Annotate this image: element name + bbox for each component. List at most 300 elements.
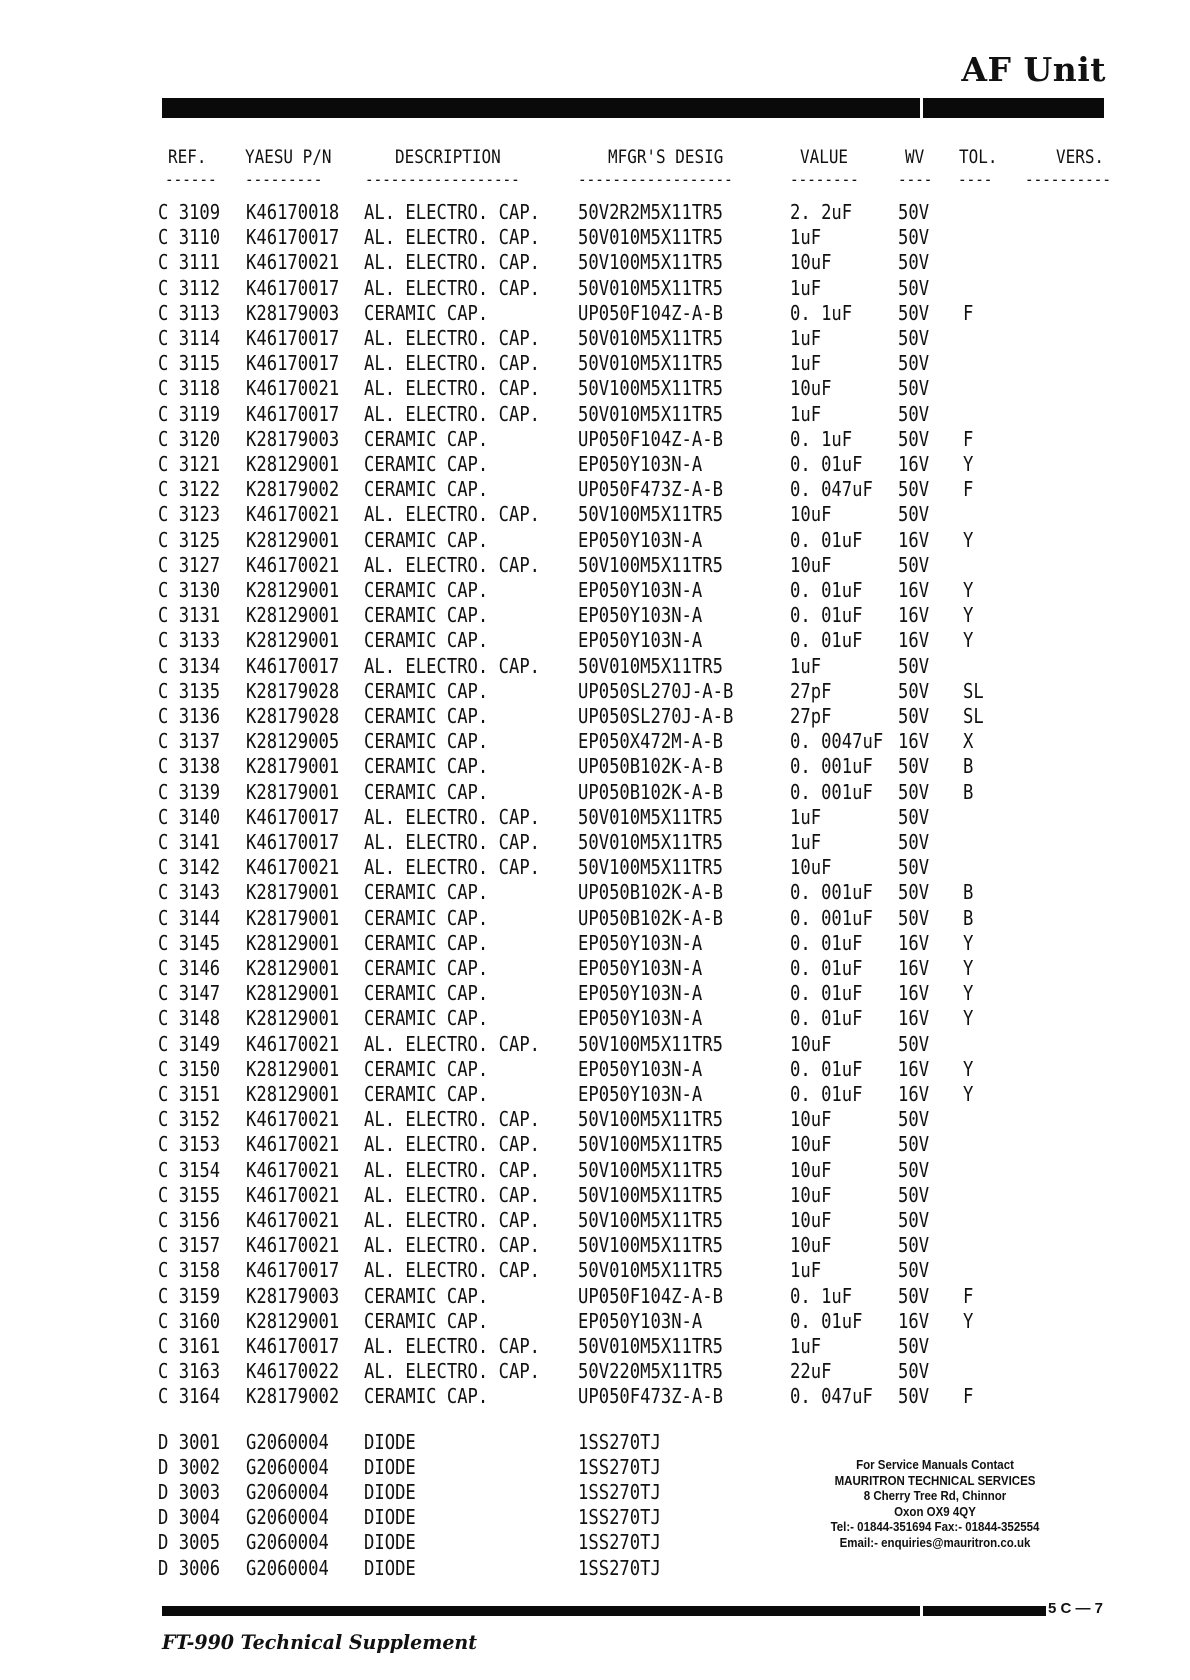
cell-ref: C 3160 [158, 1308, 221, 1333]
cell-yaesu-pn: K46170021 [246, 855, 340, 880]
cell-yaesu-pn: K28179001 [246, 905, 340, 930]
cell-mfgr-desig: 50V100M5X11TR5 [578, 1031, 723, 1056]
cell-mfgr-desig: 50V100M5X11TR5 [578, 1233, 723, 1258]
cell-yaesu-pn: K28179001 [246, 779, 340, 804]
contact-line: For Service Manuals Contact [856, 1458, 1014, 1472]
cell-yaesu-pn: K28179001 [246, 880, 340, 905]
cell-description: AL. ELECTRO. CAP. [364, 326, 541, 350]
cell-yaesu-pn: K28129001 [246, 1006, 340, 1031]
cell-description: CERAMIC CAP. [364, 981, 489, 1006]
cell-value: 1uF [790, 225, 822, 250]
cell-ref: C 3133 [158, 628, 221, 653]
cell-ref: C 3163 [158, 1359, 221, 1384]
table-row [0, 200, 1120, 225]
cell-ref: C 3131 [158, 603, 221, 628]
cell-mfgr-desig: 50V100M5X11TR5 [578, 1182, 723, 1207]
table-row [0, 276, 1120, 301]
cell-mfgr-desig: UP050SL270J-A-B [578, 678, 734, 703]
cell-yaesu-pn: K46170021 [246, 1031, 340, 1056]
table-row [0, 1258, 1120, 1283]
cell-ref: C 3161 [158, 1334, 221, 1358]
cell-description: AL. ELECTRO. CAP. [364, 855, 541, 880]
cell-yaesu-pn: K28129001 [246, 603, 340, 628]
cell-yaesu-pn: K46170017 [246, 1258, 340, 1283]
cell-yaesu-pn: G2060004 [246, 1454, 329, 1479]
table-row [0, 578, 1120, 603]
cell-description: CERAMIC CAP. [364, 578, 489, 602]
cell-ref: C 3143 [158, 880, 221, 905]
cell-yaesu-pn: K46170021 [246, 1157, 340, 1182]
bottom-rule [162, 1606, 1046, 1616]
divider-ref: ------ [165, 170, 217, 190]
cell-value: 10uF [790, 1233, 832, 1258]
cell-mfgr-desig: EP050Y103N-A [578, 1082, 703, 1106]
cell-yaesu-pn: K46170018 [246, 200, 340, 224]
table-row [0, 981, 1120, 1006]
cell-wv: 50V [898, 1233, 930, 1258]
col-header-vers: VERS. [1056, 146, 1105, 168]
cell-mfgr-desig: EP050Y103N-A [578, 578, 703, 602]
cell-yaesu-pn: G2060004 [246, 1429, 329, 1454]
cell-tol: Y [963, 930, 974, 955]
cell-description: AL. ELECTRO. CAP. [364, 653, 541, 678]
cell-tol: Y [963, 1082, 974, 1106]
divider-mfgr-desig: ------------------ [578, 170, 733, 190]
cell-tol: F [963, 1283, 974, 1308]
cell-value: 1uF [790, 804, 822, 829]
cell-ref: C 3136 [158, 704, 221, 728]
table-row [0, 1158, 1120, 1183]
cell-value: 10uF [790, 552, 832, 577]
cell-mfgr-desig: UP050B102K-A-B [578, 905, 723, 930]
table-row [0, 1107, 1120, 1132]
contact-email: Email:- enquiries@mauritron.co.uk [839, 1535, 1031, 1550]
cell-value: 1uF [790, 326, 822, 350]
table-row [0, 1006, 1120, 1031]
cell-value: 1uF [790, 830, 822, 854]
cell-description: CERAMIC CAP. [364, 452, 489, 476]
cell-mfgr-desig: 50V010M5X11TR5 [578, 653, 723, 678]
cell-mfgr-desig: 50V100M5X11TR5 [578, 376, 723, 401]
cell-wv: 50V [898, 1384, 930, 1409]
cell-yaesu-pn: K28129001 [246, 628, 340, 653]
cell-description: AL. ELECTRO. CAP. [364, 552, 541, 577]
cell-mfgr-desig: UP050F473Z-A-B [578, 477, 723, 502]
cell-yaesu-pn: K28179001 [246, 754, 340, 779]
cell-ref: C 3146 [158, 956, 221, 980]
cell-value: 27pF [790, 678, 832, 703]
cell-wv: 50V [898, 754, 930, 779]
cell-wv: 16V [898, 930, 930, 955]
cell-mfgr-desig: 50V010M5X11TR5 [578, 804, 723, 829]
divider-tol: ---- [958, 170, 993, 190]
cell-ref: C 3137 [158, 729, 221, 754]
cell-description: CERAMIC CAP. [364, 477, 489, 502]
cell-value: 0. 01uF [790, 1006, 863, 1031]
cell-yaesu-pn: K46170021 [246, 552, 340, 577]
cell-ref: C 3164 [158, 1384, 221, 1409]
cell-ref: D 3005 [158, 1530, 221, 1555]
cell-yaesu-pn: K28129005 [246, 729, 340, 754]
cell-yaesu-pn: K46170017 [246, 804, 340, 829]
cell-mfgr-desig: 1SS270TJ [578, 1555, 661, 1580]
cell-value: 10uF [790, 1107, 832, 1132]
cell-value: 1uF [790, 275, 822, 300]
cell-tol: F [963, 300, 974, 325]
col-header-ref: REF. [168, 146, 207, 168]
cell-ref: D 3001 [158, 1429, 221, 1454]
cell-description: CERAMIC CAP. [364, 1082, 489, 1106]
cell-yaesu-pn: G2060004 [246, 1530, 329, 1555]
cell-ref: C 3140 [158, 804, 221, 829]
cell-mfgr-desig: 50V100M5X11TR5 [578, 250, 723, 275]
col-header-yaesu-pn: YAESU P/N [245, 146, 332, 168]
cell-yaesu-pn: K28129001 [246, 578, 340, 602]
cell-description: CERAMIC CAP. [364, 1006, 489, 1031]
cell-mfgr-desig: UP050F104Z-A-B [578, 1283, 723, 1308]
table-row [0, 326, 1120, 351]
cell-ref: C 3138 [158, 754, 221, 779]
cell-ref: C 3151 [158, 1082, 221, 1106]
cell-description: CERAMIC CAP. [364, 1308, 489, 1333]
cell-mfgr-desig: EP050Y103N-A [578, 1056, 703, 1081]
cell-wv: 16V [898, 628, 930, 653]
cell-tol: F [963, 1384, 974, 1409]
cell-yaesu-pn: K46170021 [246, 376, 340, 401]
cell-description: CERAMIC CAP. [364, 426, 489, 451]
table-row [0, 906, 1120, 931]
cell-description: DIODE [364, 1480, 416, 1504]
cell-yaesu-pn: K46170017 [246, 830, 340, 854]
cell-description: AL. ELECTRO. CAP. [364, 1182, 541, 1207]
cell-value: 1uF [790, 1258, 822, 1283]
cell-value: 10uF [790, 502, 832, 527]
cell-description: CERAMIC CAP. [364, 603, 489, 628]
cell-mfgr-desig: 50V010M5X11TR5 [578, 326, 723, 350]
cell-mfgr-desig: EP050Y103N-A [578, 1006, 703, 1031]
cell-value: 0. 1uF [790, 1283, 853, 1308]
cell-tol: Y [963, 1006, 974, 1031]
cell-ref: C 3154 [158, 1157, 221, 1182]
cell-wv: 50V [898, 1031, 930, 1056]
cell-ref: C 3139 [158, 779, 221, 804]
table-row [0, 1208, 1120, 1233]
table-row [0, 225, 1120, 250]
cell-tol: Y [963, 603, 974, 628]
table-row [0, 931, 1120, 956]
divider-wv: ---- [898, 170, 933, 190]
table-row [0, 754, 1120, 779]
cell-description: DIODE [364, 1454, 416, 1479]
cell-mfgr-desig: 1SS270TJ [578, 1429, 661, 1454]
cell-yaesu-pn: K46170017 [246, 653, 340, 678]
cell-wv: 50V [898, 779, 930, 804]
table-row [0, 780, 1120, 805]
cell-yaesu-pn: K28129001 [246, 1082, 340, 1106]
cell-value: 1uF [790, 351, 822, 376]
divider-vers: ---------- [1025, 170, 1111, 190]
cell-description: CERAMIC CAP. [364, 527, 489, 552]
table-row [0, 956, 1120, 981]
cell-description: AL. ELECTRO. CAP. [364, 1157, 541, 1182]
cell-ref: C 3121 [158, 452, 221, 476]
cell-tol: SL [963, 704, 984, 728]
cell-mfgr-desig: UP050B102K-A-B [578, 754, 723, 779]
table-row [0, 1132, 1120, 1157]
cell-value: 0. 001uF [790, 754, 873, 779]
cell-mfgr-desig: UP050F473Z-A-B [578, 1384, 723, 1409]
cell-value: 0. 01uF [790, 1056, 863, 1081]
cell-ref: C 3152 [158, 1107, 221, 1132]
cell-tol: Y [963, 981, 974, 1006]
cell-description: CERAMIC CAP. [364, 956, 489, 980]
table-row [0, 477, 1120, 502]
cell-wv: 16V [898, 1006, 930, 1031]
cell-ref: C 3158 [158, 1258, 221, 1283]
cell-mfgr-desig: 1SS270TJ [578, 1480, 661, 1504]
cell-value: 1uF [790, 653, 822, 678]
cell-value: 0. 001uF [790, 779, 873, 804]
cell-wv: 50V [898, 477, 930, 502]
cell-ref: C 3150 [158, 1056, 221, 1081]
cell-wv: 50V [898, 225, 930, 250]
cell-value: 0. 001uF [790, 905, 873, 930]
table-row [0, 830, 1120, 855]
cell-tol: Y [963, 452, 974, 476]
cell-tol: B [963, 779, 974, 804]
cell-description: AL. ELECTRO. CAP. [364, 376, 541, 401]
cell-ref: C 3130 [158, 578, 221, 602]
cell-yaesu-pn: K28179028 [246, 678, 340, 703]
cell-description: AL. ELECTRO. CAP. [364, 225, 541, 250]
cell-mfgr-desig: 1SS270TJ [578, 1505, 661, 1530]
col-header-description: DESCRIPTION [395, 146, 501, 168]
cell-description: AL. ELECTRO. CAP. [364, 200, 541, 224]
table-row [0, 452, 1120, 477]
cell-value: 1uF [790, 1334, 822, 1358]
cell-ref: C 3144 [158, 905, 221, 930]
table-row [0, 301, 1120, 326]
cell-mfgr-desig: 50V220M5X11TR5 [578, 1359, 723, 1384]
cell-wv: 50V [898, 804, 930, 829]
cell-yaesu-pn: K28129001 [246, 930, 340, 955]
cell-value: 10uF [790, 1157, 832, 1182]
cell-mfgr-desig: EP050Y103N-A [578, 628, 703, 653]
cell-wv: 50V [898, 275, 930, 300]
cell-ref: C 3120 [158, 426, 221, 451]
cell-value: 0. 01uF [790, 628, 863, 653]
cell-value: 22uF [790, 1359, 832, 1384]
cell-mfgr-desig: UP050SL270J-A-B [578, 704, 734, 728]
service-contact-stamp [800, 1458, 1070, 1551]
table-row [0, 1556, 1120, 1581]
cell-yaesu-pn: K46170021 [246, 250, 340, 275]
cell-ref: C 3125 [158, 527, 221, 552]
cell-value: 0. 01uF [790, 1082, 863, 1106]
cell-mfgr-desig: 50V010M5X11TR5 [578, 275, 723, 300]
cell-mfgr-desig: EP050Y103N-A [578, 930, 703, 955]
cell-wv: 50V [898, 653, 930, 678]
table-row [0, 1032, 1120, 1057]
table-row [0, 1284, 1120, 1309]
table-row [0, 628, 1120, 653]
cell-tol: Y [963, 956, 974, 980]
cell-wv: 50V [898, 552, 930, 577]
table-row [0, 376, 1120, 401]
cell-description: AL. ELECTRO. CAP. [364, 401, 541, 426]
cell-tol: F [963, 426, 974, 451]
cell-mfgr-desig: 1SS270TJ [578, 1454, 661, 1479]
cell-value: 0. 01uF [790, 527, 863, 552]
cell-ref: C 3122 [158, 477, 221, 502]
cell-description: CERAMIC CAP. [364, 880, 489, 905]
cell-wv: 50V [898, 1182, 930, 1207]
cell-value: 0. 01uF [790, 981, 863, 1006]
cell-wv: 50V [898, 426, 930, 451]
cell-value: 10uF [790, 855, 832, 880]
cell-description: CERAMIC CAP. [364, 930, 489, 955]
table-row [0, 855, 1120, 880]
cell-tol: Y [963, 628, 974, 653]
cell-yaesu-pn: K46170021 [246, 502, 340, 527]
cell-ref: C 3135 [158, 678, 221, 703]
contact-company: MAURITRON TECHNICAL SERVICES [834, 1473, 1036, 1488]
cell-tol: B [963, 880, 974, 905]
cell-mfgr-desig: UP050B102K-A-B [578, 880, 723, 905]
cell-yaesu-pn: K28129001 [246, 1308, 340, 1333]
cell-ref: C 3119 [158, 401, 221, 426]
cell-tol: X [963, 729, 974, 754]
table-row [0, 805, 1120, 830]
cell-wv: 50V [898, 905, 930, 930]
divider-value: -------- [790, 170, 859, 190]
cell-mfgr-desig: 50V010M5X11TR5 [578, 351, 723, 376]
cell-yaesu-pn: G2060004 [246, 1480, 329, 1504]
cell-wv: 50V [898, 200, 930, 224]
cell-ref: C 3145 [158, 930, 221, 955]
cell-description: DIODE [364, 1555, 416, 1580]
cell-mfgr-desig: 50V010M5X11TR5 [578, 401, 723, 426]
cell-yaesu-pn: K46170021 [246, 1182, 340, 1207]
cell-mfgr-desig: UP050F104Z-A-B [578, 426, 723, 451]
cell-wv: 50V [898, 704, 930, 728]
cell-wv: 16V [898, 1308, 930, 1333]
cell-wv: 50V [898, 1334, 930, 1358]
cell-description: AL. ELECTRO. CAP. [364, 804, 541, 829]
footer-title: FT-990 Technical Supplement [162, 1630, 478, 1654]
cell-description: CERAMIC CAP. [364, 678, 489, 703]
table-row [0, 1359, 1120, 1384]
cell-ref: C 3110 [158, 225, 221, 250]
cell-ref: C 3153 [158, 1132, 221, 1157]
cell-wv: 16V [898, 1082, 930, 1106]
cell-tol: F [963, 477, 974, 502]
cell-ref: C 3111 [158, 250, 221, 275]
contact-phone: Tel:- 01844-351694 Fax:- 01844-352554 [830, 1520, 1040, 1534]
cell-tol: Y [963, 578, 974, 602]
cell-wv: 16V [898, 578, 930, 602]
cell-wv: 16V [898, 527, 930, 552]
cell-description: CERAMIC CAP. [364, 729, 489, 754]
cell-tol: B [963, 754, 974, 779]
cell-wv: 50V [898, 1157, 930, 1182]
table-row [0, 402, 1120, 427]
cell-mfgr-desig: 50V010M5X11TR5 [578, 1334, 723, 1358]
cell-wv: 50V [898, 1208, 930, 1232]
cell-ref: C 3159 [158, 1283, 221, 1308]
cell-wv: 50V [898, 376, 930, 401]
cell-yaesu-pn: K46170021 [246, 1208, 340, 1232]
cell-wv: 50V [898, 351, 930, 376]
cell-ref: C 3123 [158, 502, 221, 527]
table-row [0, 880, 1120, 905]
cell-yaesu-pn: K46170021 [246, 1132, 340, 1157]
cell-mfgr-desig: 50V100M5X11TR5 [578, 1157, 723, 1182]
cell-ref: C 3109 [158, 200, 221, 224]
cell-mfgr-desig: 50V2R2M5X11TR5 [578, 200, 723, 224]
cell-description: CERAMIC CAP. [364, 300, 489, 325]
cell-tol: SL [963, 678, 984, 703]
cell-yaesu-pn: K46170017 [246, 225, 340, 250]
cell-value: 0. 01uF [790, 578, 863, 602]
cell-ref: C 3114 [158, 326, 221, 350]
cell-ref: C 3141 [158, 830, 221, 854]
cell-yaesu-pn: K28129001 [246, 452, 340, 476]
cell-value: 2. 2uF [790, 200, 853, 224]
cell-mfgr-desig: EP050Y103N-A [578, 527, 703, 552]
cell-value: 10uF [790, 1182, 832, 1207]
cell-value: 0. 047uF [790, 1384, 873, 1409]
cell-mfgr-desig: EP050Y103N-A [578, 1308, 703, 1333]
cell-ref: C 3113 [158, 300, 221, 325]
col-header-tol: TOL. [959, 146, 998, 168]
cell-description: CERAMIC CAP. [364, 704, 489, 728]
cell-yaesu-pn: K46170021 [246, 1233, 340, 1258]
cell-description: CERAMIC CAP. [364, 1283, 489, 1308]
cell-wv: 50V [898, 250, 930, 275]
cell-wv: 16V [898, 1056, 930, 1081]
cell-description: AL. ELECTRO. CAP. [364, 1258, 541, 1283]
col-header-wv: WV [905, 146, 925, 168]
cell-wv: 16V [898, 729, 930, 754]
cell-wv: 50V [898, 1283, 930, 1308]
table-row [0, 1233, 1120, 1258]
cell-wv: 50V [898, 830, 930, 854]
divider-description: ------------------ [365, 170, 520, 190]
table-row [0, 603, 1120, 628]
table-row [0, 427, 1120, 452]
cell-mfgr-desig: 50V100M5X11TR5 [578, 855, 723, 880]
cell-mfgr-desig: UP050F104Z-A-B [578, 300, 723, 325]
table-row [0, 502, 1120, 527]
cell-description: CERAMIC CAP. [364, 1056, 489, 1081]
cell-ref: C 3149 [158, 1031, 221, 1056]
table-row [0, 553, 1120, 578]
cell-mfgr-desig: EP050Y103N-A [578, 956, 703, 980]
cell-description: CERAMIC CAP. [364, 754, 489, 779]
cell-ref: C 3142 [158, 855, 221, 880]
cell-yaesu-pn: K28129001 [246, 1056, 340, 1081]
table-row [0, 1430, 1120, 1455]
table-row [0, 679, 1120, 704]
cell-yaesu-pn: G2060004 [246, 1555, 329, 1580]
cell-ref: C 3134 [158, 653, 221, 678]
cell-yaesu-pn: G2060004 [246, 1505, 329, 1530]
table-row [0, 1384, 1120, 1409]
cell-mfgr-desig: EP050Y103N-A [578, 452, 703, 476]
cell-ref: D 3006 [158, 1555, 221, 1580]
cell-value: 0. 01uF [790, 930, 863, 955]
